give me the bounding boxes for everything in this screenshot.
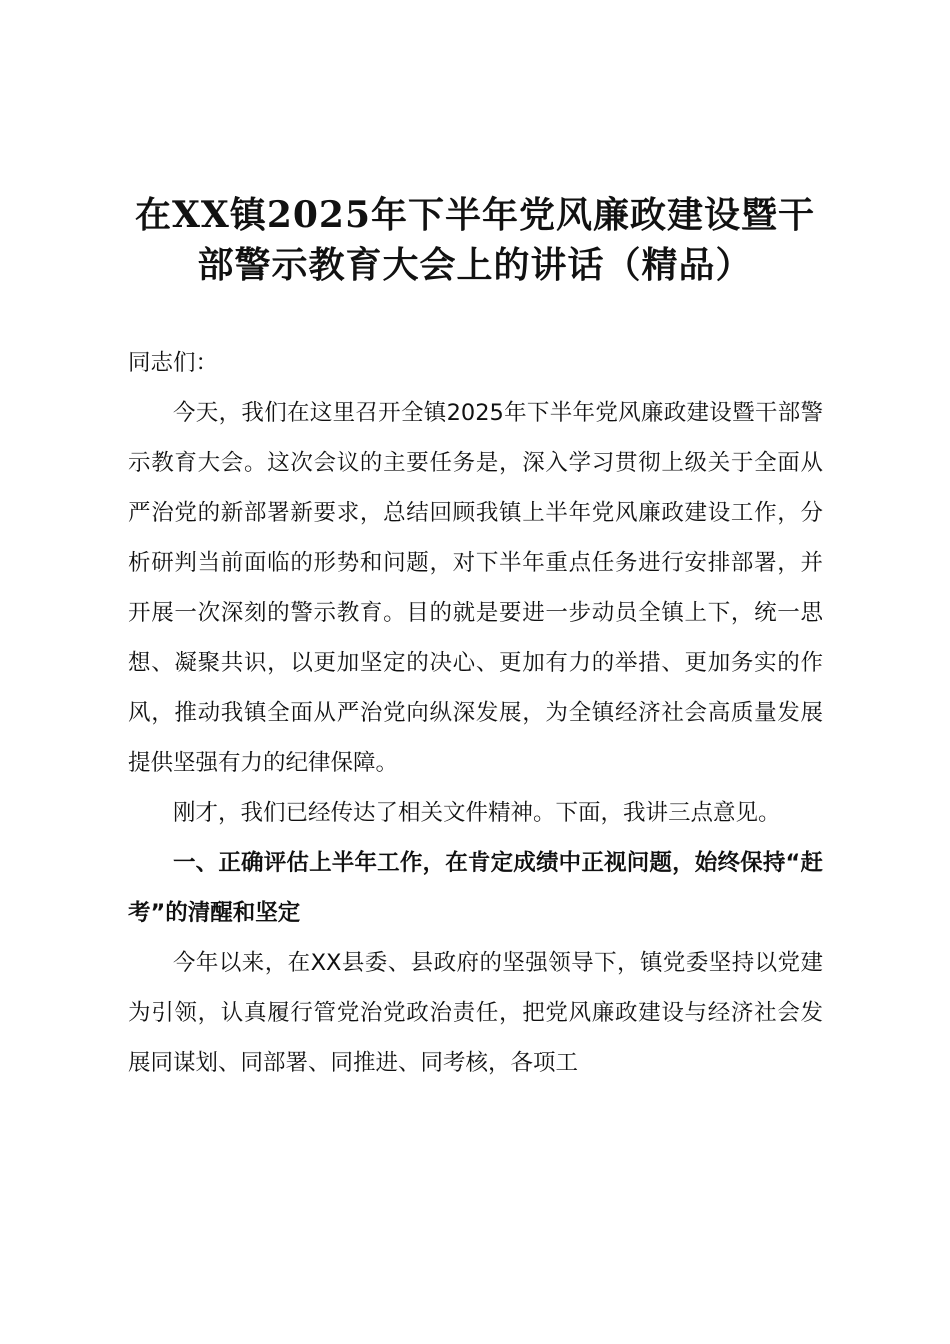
document-title <box>110 190 840 290</box>
title-line-1: 在XX镇2025年下半年党风廉政建设暨干 <box>134 194 816 236</box>
title-line-2: 部警示教育大会上的讲话（精品） <box>197 244 753 286</box>
section-paragraph-1: 今年以来，在XX县委、县政府的坚强领导下，镇党委坚持以党建为引领，认真履行管党治党政治责任，把党风廉政建设与经济社会发展同谋划、同部署、同推进、同考核，各项工 <box>128 950 823 1076</box>
paragraph-transition: 刚才，我们已经传达了相关文件精神。下面，我讲三点意见。 <box>173 800 781 826</box>
paragraph-opening: 今天，我们在这里召开全镇2025年下半年党风廉政建设暨干部警示教育大会。这次会议的主要任务是，深入学习贯彻上级关于全面从严治党的新部署新要求，总结回顾我镇上半年党风廉政建设工作，分析研判当前面临的形势和问题，对下半年重点任务进行安排部署，并开展一次深刻的警示教育。目的就是要进一步动员全镇上下，统一思想、凝聚共识，以更加坚定的决心、更加有力的举措、更加务实的作风，推动我镇全面从严治党向纵深发展，为全镇经济社会高质量发展提供坚强有力的纪律保障。 <box>128 400 823 776</box>
document-body <box>128 338 823 1088</box>
section-heading-1: 一、正确评估上半年工作，在肯定成绩中正视问题，始终保持“赶考”的清醒和坚定 <box>128 850 823 926</box>
salutation: 同志们： <box>128 350 219 376</box>
